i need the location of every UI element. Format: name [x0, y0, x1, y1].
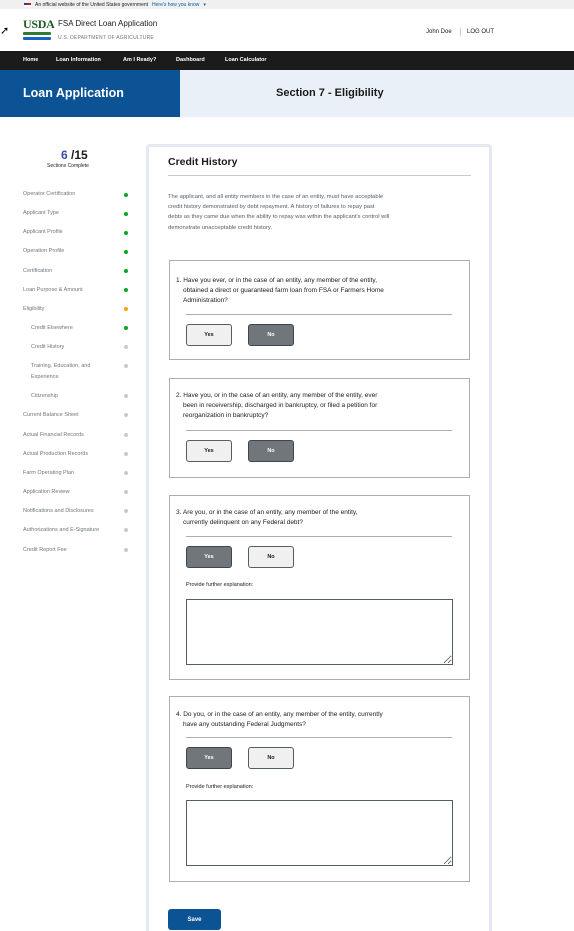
sidebar-item-operation-profile[interactable]: Operation Profile	[23, 248, 65, 254]
title-divider	[168, 175, 471, 176]
question-2-card	[169, 378, 470, 478]
sidebar-item-credit-history[interactable]: Credit History	[31, 344, 65, 350]
question-1-yes-button[interactable]: Yes	[186, 324, 232, 346]
progress-label: Sections Complete	[47, 163, 89, 169]
question-4-no-button[interactable]: No	[248, 747, 294, 769]
gov-banner	[0, 0, 574, 9]
question-4-card	[169, 696, 470, 882]
nav-dashboard[interactable]: Dashboard	[176, 57, 205, 63]
status-incomplete-icon	[124, 490, 128, 494]
user-name: John Doe	[426, 29, 452, 35]
how-you-know-link[interactable]: Here's how you know	[152, 1, 200, 8]
sidebar-item-training-education[interactable]: Training, Education, and	[31, 363, 91, 369]
status-incomplete-icon	[124, 509, 128, 513]
main-nav	[0, 51, 574, 70]
sidebar-item-eligibility[interactable]: Eligibility	[23, 306, 45, 312]
sidebar-item-authorizations[interactable]: Authorizations and E-Signature	[23, 527, 100, 533]
section-banner	[180, 70, 574, 117]
status-complete-icon	[124, 269, 128, 273]
logout-link[interactable]: LOG OUT	[467, 29, 495, 35]
question-2-yes-button[interactable]: Yes	[186, 440, 232, 462]
app-title[interactable]: FSA Direct Loan Application	[58, 19, 158, 28]
chevron-down-icon[interactable]: ▾	[203, 1, 206, 8]
status-complete-icon	[124, 193, 128, 197]
question-3-explain-label: Provide further explanation:	[186, 582, 254, 588]
question-3-explain-textarea[interactable]	[186, 599, 453, 665]
nav-am-i-ready[interactable]: Am I Ready?	[123, 57, 157, 63]
sidebar-item-training-education-line2[interactable]: Experience	[31, 374, 59, 380]
question-2-no-button[interactable]: No	[248, 440, 294, 462]
status-incomplete-icon	[124, 548, 128, 552]
nav-loan-information[interactable]: Loan Information	[56, 57, 101, 63]
sidebar-item-operator-certification[interactable]: Operator Certification	[23, 191, 76, 197]
mouse-cursor-icon: ➚	[0, 25, 10, 37]
sidebar-item-loan-purpose[interactable]: Loan Purpose & Amount	[23, 287, 83, 293]
nav-home[interactable]: Home	[23, 57, 39, 63]
usda-logo[interactable]: USDA	[23, 18, 51, 42]
sidebar-item-credit-elsewhere[interactable]: Credit Elsewhere	[31, 325, 73, 331]
sidebar-item-actual-financial-records[interactable]: Actual Financial Records	[23, 432, 84, 438]
question-1-card	[169, 260, 470, 360]
header-divider	[460, 28, 461, 36]
loan-application-title: Loan Application	[23, 86, 124, 100]
status-incomplete-icon	[124, 433, 128, 437]
status-complete-icon	[124, 250, 128, 254]
sidebar-item-notifications[interactable]: Notifications and Disclosures	[23, 508, 94, 514]
status-incomplete-icon	[124, 528, 128, 532]
status-incomplete-icon	[124, 394, 128, 398]
sidebar-item-farm-operating-plan[interactable]: Farm Operating Plan	[23, 470, 75, 476]
question-2-text: 2. Have you, or in the case of an entity, any member of the entity, ever been in receivership, discharged in bankruptcy, or filed a petition for reorganization in bankruptcy?	[176, 392, 378, 420]
gov-banner-text: An official website of the United States government	[35, 1, 149, 8]
question-4-yes-button[interactable]: Yes	[186, 747, 232, 769]
nav-loan-calculator[interactable]: Loan Calculator	[225, 57, 267, 63]
status-incomplete-icon	[124, 364, 128, 368]
sidebar-item-applicant-type[interactable]: Applicant Type	[23, 210, 59, 216]
question-3-text: 3. Are you, or in the case of an entity, any member of the entity, currently delinquent on any Federal debt?	[176, 509, 358, 527]
status-complete-icon	[124, 288, 128, 292]
status-complete-icon	[124, 231, 128, 235]
status-incomplete-icon	[124, 413, 128, 417]
status-incomplete-icon	[124, 471, 128, 475]
sidebar-item-application-review[interactable]: Application Review	[23, 489, 70, 495]
sidebar-item-credit-report-fee[interactable]: Credit Report Fee	[23, 547, 67, 553]
question-3-yes-button[interactable]: Yes	[186, 546, 232, 568]
question-1-no-button[interactable]: No	[248, 324, 294, 346]
status-complete-icon	[124, 326, 128, 330]
save-button[interactable]: Save	[168, 909, 221, 930]
us-flag-icon	[24, 3, 31, 7]
status-in-progress-icon	[124, 307, 128, 311]
app-subtitle: U.S. DEPARTMENT OF AGRICULTURE	[58, 35, 154, 41]
sidebar-item-applicant-profile[interactable]: Applicant Profile	[23, 229, 63, 235]
sidebar-item-current-balance-sheet[interactable]: Current Balance Sheet	[23, 412, 79, 418]
question-4-explain-label: Provide further explanation:	[186, 784, 254, 790]
site-header	[0, 9, 574, 51]
sidebar-item-certification[interactable]: Certification	[23, 268, 53, 274]
question-4-explain-textarea[interactable]	[186, 800, 453, 866]
question-4-text: 4. Do you, or in the case of an entity, any member of the entity, currently have any outstanding Federal Judgments?	[176, 711, 383, 729]
question-3-card	[169, 495, 470, 680]
status-incomplete-icon	[124, 345, 128, 349]
progress-count: 6 /15	[61, 148, 88, 162]
page-title: Credit History	[168, 156, 238, 168]
status-complete-icon	[124, 212, 128, 216]
loan-application-banner	[0, 70, 180, 117]
section-title: Section 7 - Eligibility	[276, 87, 384, 99]
intro-text: The applicant, and all entity members in the case of an entity, must have acceptable credit history demonstrated by debt repayment. A history of failures to repay past debts as they came due when the ability to repay was within the applicant's control will demonstrate unacceptable credit history.	[168, 194, 390, 231]
sidebar-item-actual-production-records[interactable]: Actual Production Records	[23, 451, 89, 457]
question-1-text: 1. Have you ever, or in the case of an entity, any member of the entity, obtained a direct or guaranteed farm loan from FSA or Farmers Home Administration?	[176, 277, 384, 305]
sidebar-item-citizenship[interactable]: Citizenship	[31, 393, 58, 399]
question-3-no-button[interactable]: No	[248, 546, 294, 568]
status-incomplete-icon	[124, 452, 128, 456]
